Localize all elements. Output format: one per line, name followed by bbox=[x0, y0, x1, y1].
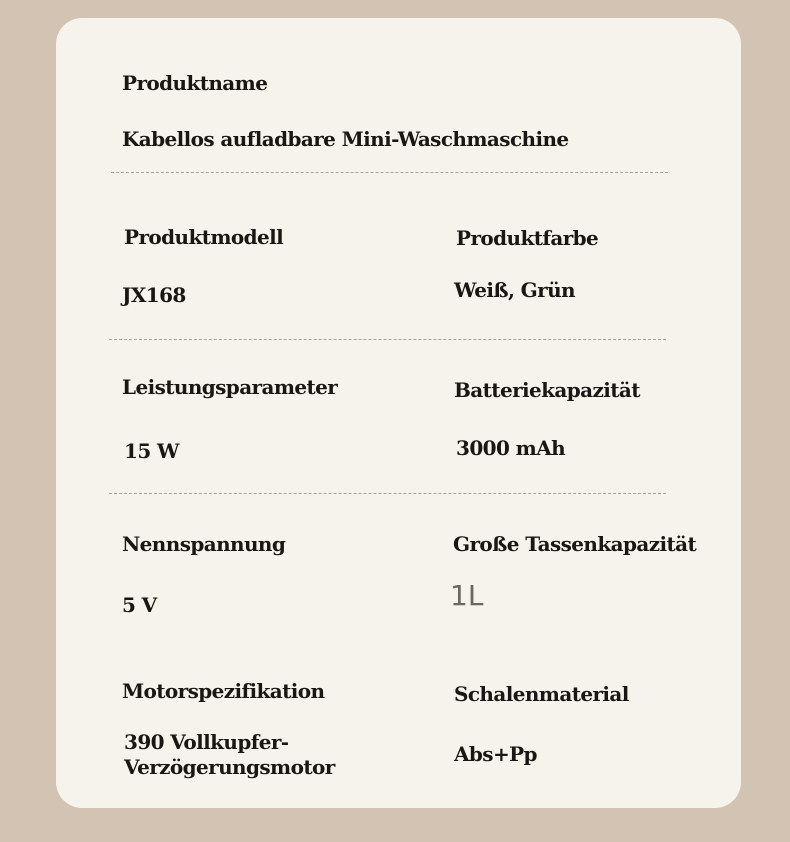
motor-value-line1: 390 Vollkupfer- bbox=[124, 730, 289, 754]
motor-value-line2: Verzögerungsmotor bbox=[124, 755, 335, 779]
material-label: Schalenmaterial bbox=[454, 682, 629, 706]
product-model-label: Produktmodell bbox=[124, 225, 284, 249]
battery-value: 3000 mAh bbox=[456, 436, 566, 460]
divider bbox=[111, 172, 668, 173]
power-label: Leistungsparameter bbox=[122, 375, 338, 399]
voltage-label: Nennspannung bbox=[122, 532, 286, 556]
capacity-value: 1L bbox=[450, 579, 484, 612]
divider bbox=[109, 493, 666, 494]
voltage-value: 5 V bbox=[122, 593, 157, 617]
motor-label: Motorspezifikation bbox=[122, 679, 325, 703]
capacity-label: Große Tassenkapazität bbox=[453, 532, 697, 556]
material-value: Abs+Pp bbox=[454, 742, 537, 766]
battery-label: Batteriekapazität bbox=[454, 378, 640, 402]
product-name-value: Kabellos aufladbare Mini-Waschmaschine bbox=[122, 127, 569, 151]
product-color-label: Produktfarbe bbox=[456, 226, 599, 250]
product-color-value: Weiß, Grün bbox=[454, 278, 575, 302]
power-value: 15 W bbox=[124, 439, 179, 463]
divider bbox=[109, 339, 666, 340]
product-model-value: JX168 bbox=[122, 283, 186, 307]
product-name-label: Produktname bbox=[122, 71, 268, 95]
